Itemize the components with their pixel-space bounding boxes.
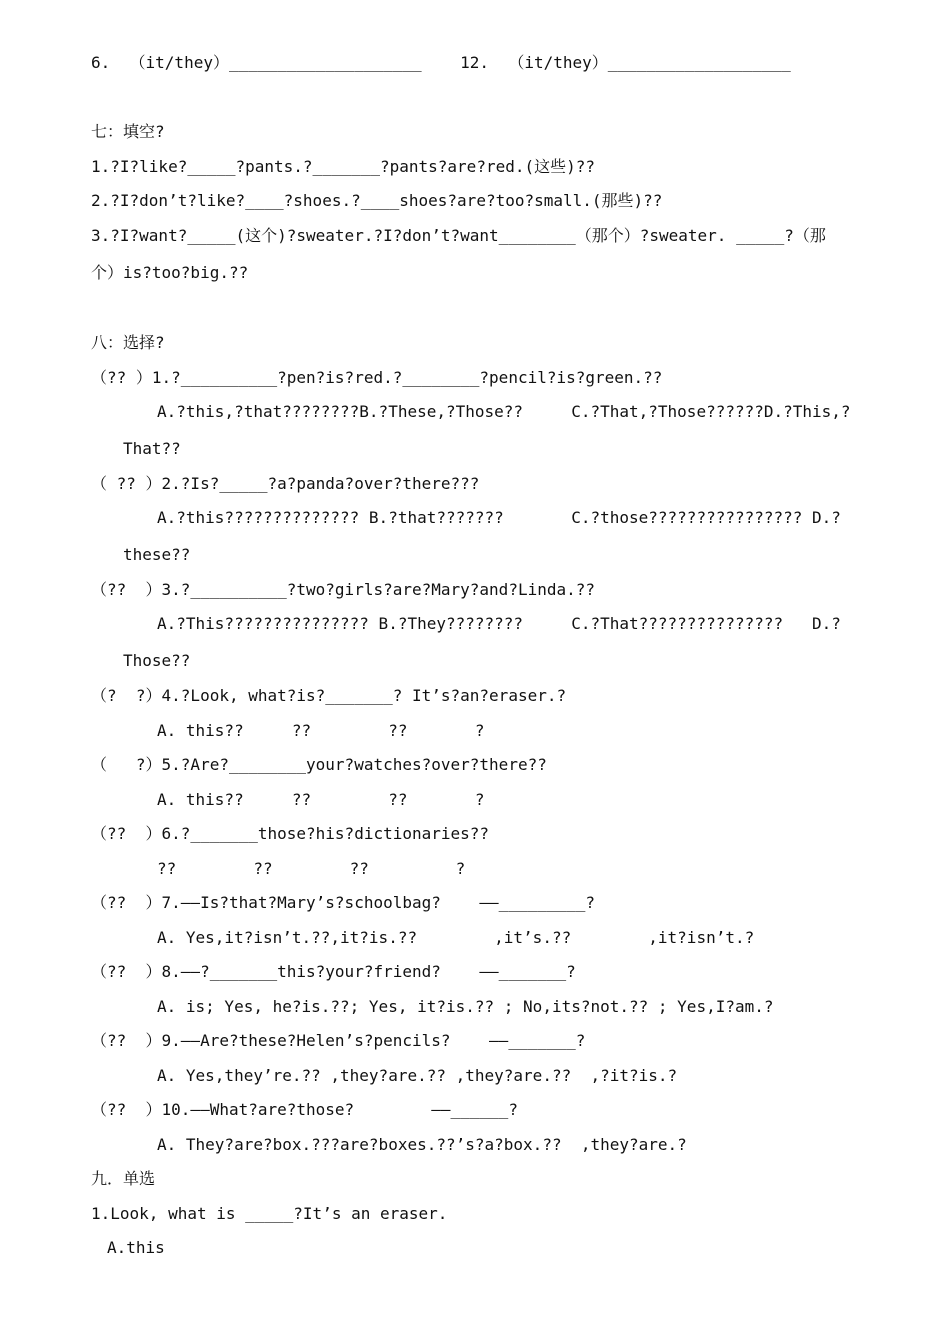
fill-item-1: 1.?I?like?_____?pants.?_______?pants?are?red.(这些)?? <box>91 157 596 176</box>
section-7-heading: 七：填空? <box>91 122 165 141</box>
choice-q9-options: A. Yes,they’re.?? ,they?are.?? ,they?are.?? ,?it?is.? <box>157 1066 678 1085</box>
fill-item-2: 2.?I?don’t?like?____?shoes.?____shoes?are?too?small.(那些)?? <box>91 191 663 210</box>
choice-q6: （?? ）6.?_______those?his?dictionaries?? <box>91 824 490 843</box>
choice-q8-options: A. is; Yes, he?is.??; Yes, it?is.?? ; No,its?not.?? ; Yes,I?am.? <box>157 997 774 1016</box>
choice-q3-options-cont: Those?? <box>123 651 191 670</box>
section-8-heading: 八：选择? <box>91 333 165 352</box>
choice-q1-options-cont: That?? <box>123 439 181 458</box>
choice-q1-options: A.?this,?that????????B.?These,?Those?? C.?That,?Those??????D.?This,? <box>157 402 851 421</box>
choice-q7: （?? ）7.——Is?that?Mary’s?schoolbag? ——_________? <box>91 893 596 912</box>
fill-item-3: 3.?I?want?_____(这个)?sweater.?I?don’t?want________（那个）?sweater. _____?（那 <box>91 226 826 245</box>
choice-q7-options: A. Yes,it?isn’t.??,it?is.?? ,it’s.?? ,it?isn’t.? <box>157 928 755 947</box>
choice-q2-options-cont: these?? <box>123 545 191 564</box>
section-9-heading: 九．单选 <box>91 1169 156 1188</box>
choice-q5: （ ?）5.?Are?________your?watches?over?there?? <box>91 755 547 774</box>
choice-q2-options: A.?this?????????????? B.?that??????? C.?those???????????????? D.? <box>157 508 841 527</box>
choice-q10-options: A. They?are?box.???are?boxes.??’s?a?box.?? ,they?are.? <box>157 1135 687 1154</box>
choice-q1: （?? ）1.?__________?pen?is?red.?________?pencil?is?green.?? <box>91 368 663 387</box>
choice-q4: （? ?）4.?Look, what?is?_______? It’s?an?eraser.? <box>91 686 567 705</box>
single-choice-q1-option-a: A.this <box>107 1238 165 1257</box>
single-choice-q1: 1.Look, what is _____?It’s an eraser. <box>91 1204 448 1223</box>
choice-q8: （?? ）8.——?_______this?your?friend? ——_______? <box>91 962 576 981</box>
choice-q6-options: ?? ?? ?? ? <box>157 859 466 878</box>
q6-q12-line: 6. （it/they）____________________ 12. （it/they）___________________ <box>91 53 791 72</box>
choice-q4-options: A. this?? ?? ?? ? <box>157 721 485 740</box>
choice-q5-options: A. this?? ?? ?? ? <box>157 790 485 809</box>
choice-q3: （?? ）3.?__________?two?girls?are?Mary?and?Linda.?? <box>91 580 596 599</box>
choice-q3-options: A.?This??????????????? B.?They???????? C.?That??????????????? D.? <box>157 614 841 633</box>
choice-q10: （?? ）10.——What?are?those? ——______? <box>91 1100 518 1119</box>
choice-q9: （?? ）9.——Are?these?Helen’s?pencils? ——_______? <box>91 1031 586 1050</box>
fill-item-3-cont: 个）is?too?big.?? <box>91 263 249 282</box>
choice-q2: （ ?? ）2.?Is?_____?a?panda?over?there??? <box>91 474 480 493</box>
